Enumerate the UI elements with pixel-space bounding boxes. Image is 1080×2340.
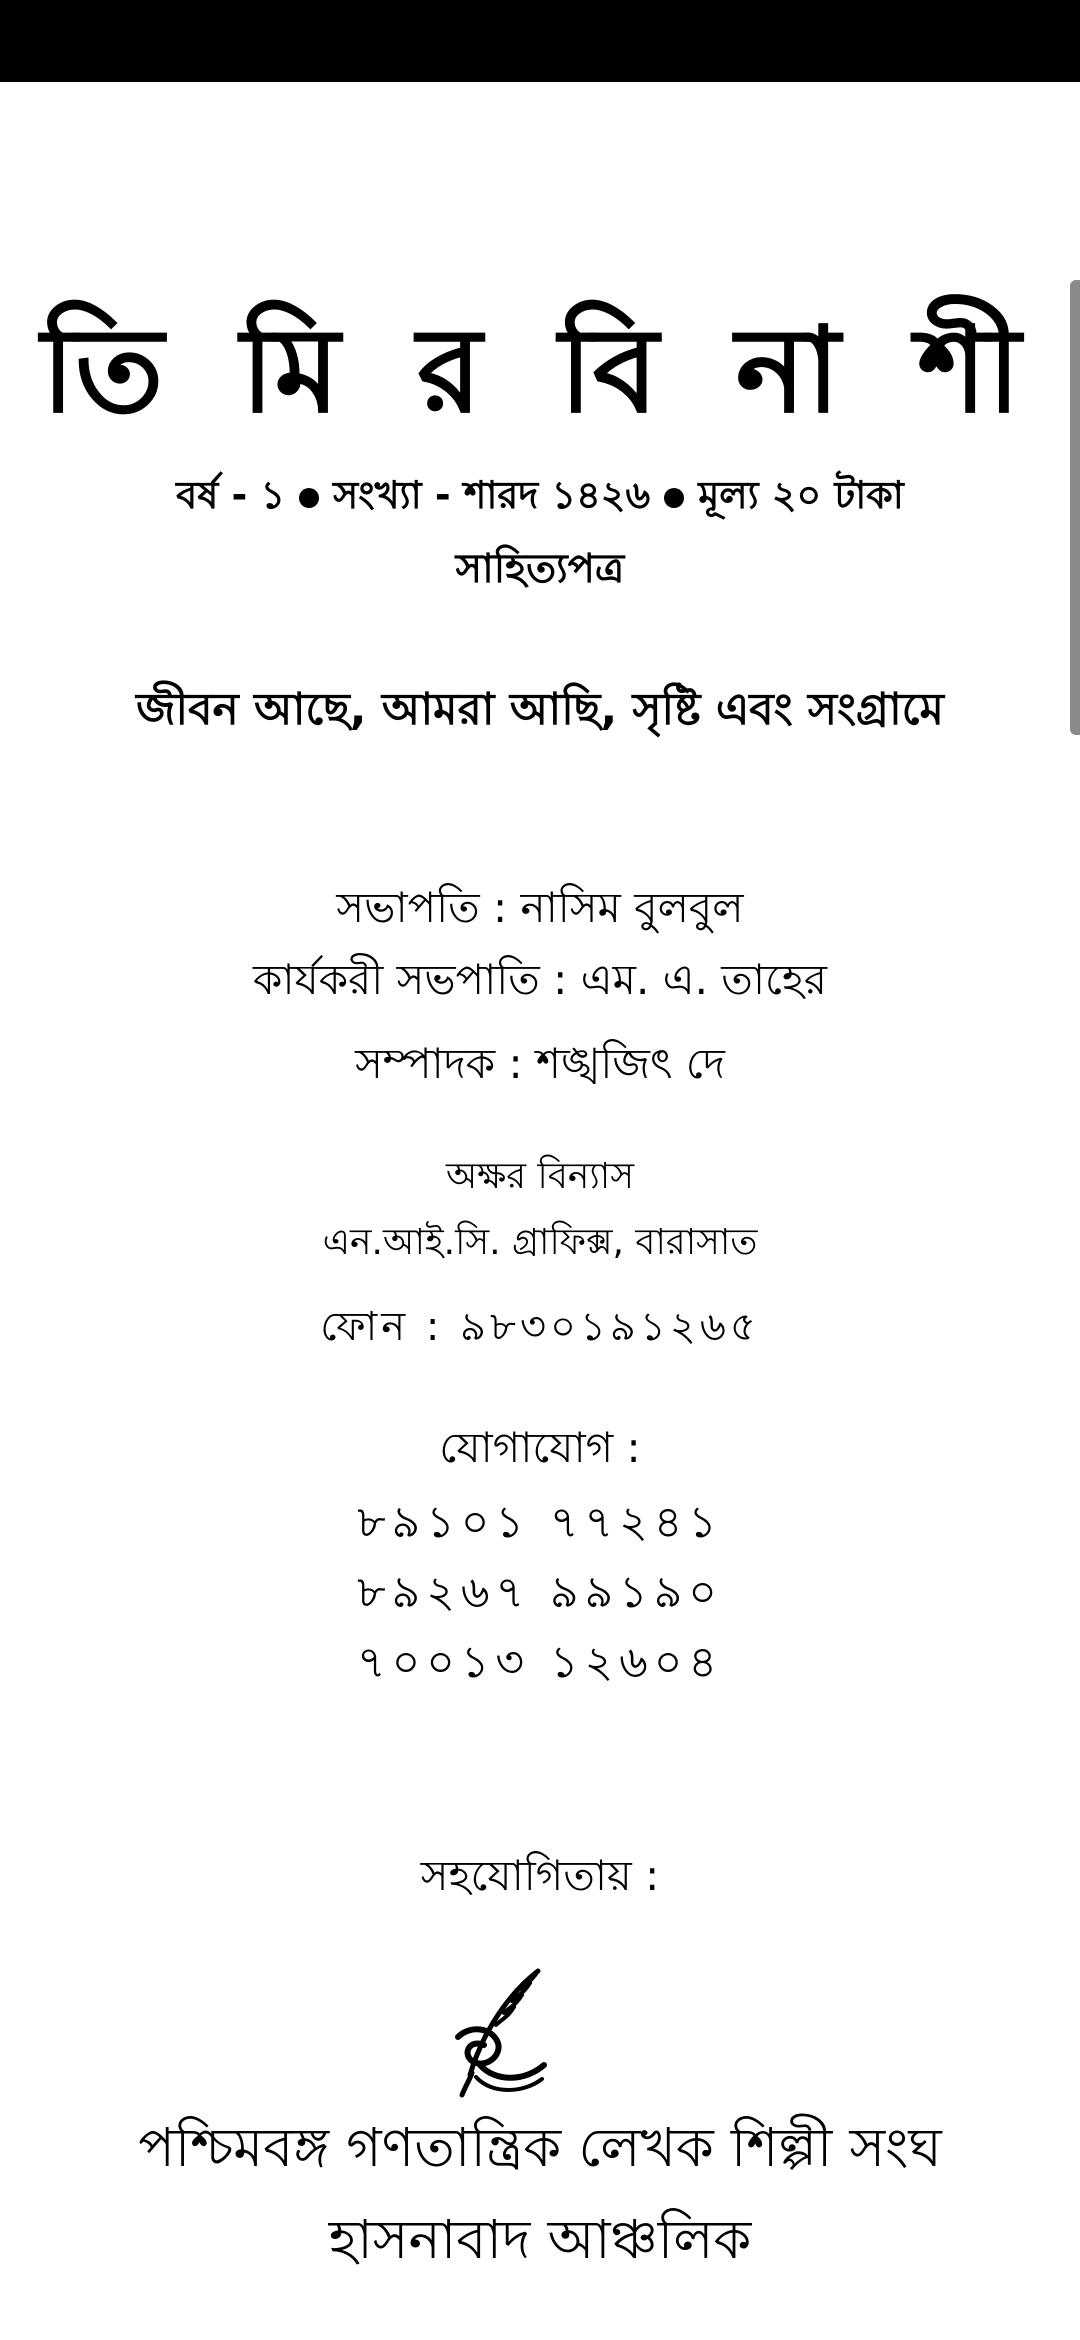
bullet-icon (664, 488, 684, 508)
status-bar (0, 0, 1080, 82)
cooperation-label: সহযোগিতায় : (420, 1851, 660, 1900)
president-line: সভাপতি : নাসিম বুলবুল (336, 883, 744, 932)
organization-name: পশ্চিমবঙ্গ গণতান্ত্রিক লেখক শিল্পী সংঘ (138, 2116, 942, 2179)
magazine-kind: সাহিত্যপত্র (455, 546, 625, 592)
magazine-title: তি মি র বি না শী (41, 301, 1039, 439)
contact-number: ৮৯২৬৭ ৯৯১৯০ (357, 1567, 723, 1618)
issue-year: বর্ষ - ১ (176, 473, 286, 517)
quill-book-logo-icon (440, 1965, 560, 2105)
typesetting-studio: এন.আই.সি. গ্রাফিক্স, বারাসাত (322, 1222, 758, 1263)
issue-meta-line (0, 470, 1080, 520)
contact-label: যোগাযোগ : (439, 1423, 641, 1472)
issue-number: সংখ্যা - শারদ ১৪২৬ (333, 473, 651, 517)
working-president-line: কার্যকরী সভপাতি : এম. এ. তাহের (252, 955, 828, 1004)
contact-number: ৭০০১৩ ১২৬০৪ (357, 1637, 723, 1688)
magazine-slogan: জীবন আছে, আমরা আছি, সৃষ্টি এবং সংগ্রামে (136, 684, 944, 735)
organization-branch: হাসনাবাদ আঞ্চলিক (328, 2208, 752, 2271)
issue-price: মূল্য ২০ টাকা (698, 473, 904, 517)
typesetting-phone: ফোন : ৯৮৩০১৯১২৬৫ (320, 1304, 760, 1350)
typesetting-label: অক্ষর বিন্যাস (445, 1156, 635, 1197)
contact-number: ৮৯১০১ ৭৭২৪১ (357, 1497, 723, 1548)
editor-line: সম্পাদক : শঙ্খজিৎ দে (355, 1039, 725, 1088)
bullet-icon (299, 488, 319, 508)
